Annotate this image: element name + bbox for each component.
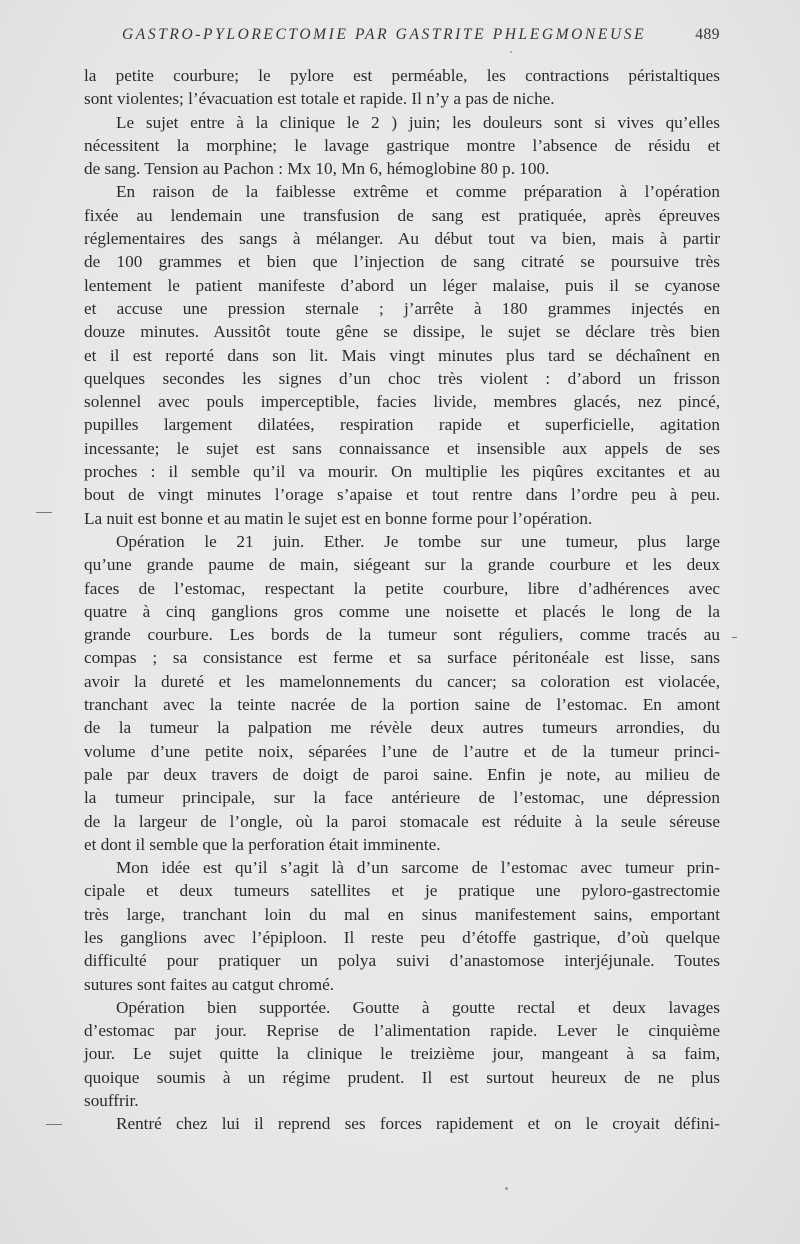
text-line: de 100 grammes et bien que l’injection de sang citraté se poursuive très xyxy=(84,252,720,272)
margin-mark xyxy=(732,637,737,638)
text-line: quatre à cinq ganglions gros comme une noisette et placés le long de la xyxy=(84,601,720,621)
text-line: souffrir. xyxy=(84,1091,139,1111)
text-line: de sang. Tension au Pachon : Mx 10, Mn 6, hémoglobine 80 p. 100. xyxy=(84,159,550,179)
text-line: et dont il semble que la perforation était imminente. xyxy=(84,834,441,854)
text-line: fixée au lendemain une transfusion de sang est pratiquée, après épreuves xyxy=(84,205,720,225)
text-line: grande courbure. Les bords de la tumeur sont réguliers, comme tracés au xyxy=(84,625,720,645)
text-line: réglementaires des sangs à mélanger. Au début tout va bien, mais à partir xyxy=(84,229,720,249)
text-line: bout de vingt minutes l’orage s’apaise et tout rentre dans l’ordre peu à peu. xyxy=(84,485,720,505)
text-line: quoique soumis à un régime prudent. Il est surtout heureux de ne plus xyxy=(84,1067,720,1087)
text-line: lentement le patient manifeste d’abord un léger malaise, puis il se cyanose xyxy=(84,275,720,295)
text-line: tranchant avec la teinte nacrée de la portion saine de l’estomac. En amont xyxy=(84,695,720,715)
text-line: Mon idée est qu’il s’agit là d’un sarcome de l’estomac avec tumeur prin- xyxy=(116,858,720,878)
margin-mark xyxy=(36,512,52,513)
text-line: et il est reporté dans son lit. Mais vingt minutes plus tard se déchaînent en xyxy=(84,345,720,365)
text-line: La nuit est bonne et au matin le sujet est en bonne forme pour l’opération. xyxy=(84,508,593,528)
text-line: Rentré chez lui il reprend ses forces rapidement et on le croyait défini- xyxy=(116,1114,720,1134)
text-line: difficulté pour pratiquer un polya suivi d’anastomose interjéjunale. Toutes xyxy=(84,951,720,971)
text-line: Opération bien supportée. Goutte à goutte rectal et deux lavages xyxy=(116,997,720,1017)
text-line: très large, tranchant loin du mal en sinus manifestement sains, emportant xyxy=(84,904,720,924)
text-line: cipale et deux tumeurs satellites et je pratique une pyloro-gastrectomie xyxy=(84,881,720,901)
running-head xyxy=(84,26,720,48)
text-line: pupilles largement dilatées, respiration rapide et superficielle, agitation xyxy=(84,415,720,435)
text-line: proches : il semble qu’il va mourir. On multiplie les piqûres excitantes et au xyxy=(84,462,720,482)
page-number: 489 xyxy=(695,26,720,43)
text-line: d’estomac par jour. Reprise de l’alimentation rapide. Lever le cinquième xyxy=(84,1021,720,1041)
text-line: Le sujet entre à la clinique le 2 ) juin; les douleurs sont si vives qu’elles xyxy=(116,112,720,132)
running-head-title: GASTRO-PYLORECTOMIE PAR GASTRITE PHLEGMONEUSE xyxy=(122,26,647,43)
text-line: sutures sont faites au catgut chromé. xyxy=(84,974,335,994)
text-line: faces de l’estomac, respectant la petite courbure, libre d’adhérences avec xyxy=(84,578,720,598)
text-line: compas ; sa consistance est ferme et sa surface péritonéale est lisse, sans xyxy=(84,648,720,668)
text-line: incessante; le sujet est sans connaissance et insensible aux appels de ses xyxy=(84,438,720,458)
text-line: les ganglions avec l’épiploon. Il reste peu d’étoffe gastrique, d’où quelque xyxy=(84,927,720,947)
text-line: avoir la dureté et les mamelonnements du cancer; sa coloration est violacée, xyxy=(84,671,720,691)
text-line: qu’une grande paume de main, siégeant sur la grande courbure et les deux xyxy=(84,555,720,575)
text-line: pale par deux travers de doigt de paroi saine. Enfin je note, au milieu de xyxy=(84,764,720,784)
text-line: sont violentes; l’évacuation est totale et rapide. Il n’y a pas de niche. xyxy=(84,89,555,109)
body-text xyxy=(84,64,720,1136)
paper-speck xyxy=(510,51,512,53)
margin-mark xyxy=(46,1124,62,1125)
text-line: nécessitent la morphine; le lavage gastrique montre l’absence de résidu et xyxy=(84,135,720,155)
text-line: de la tumeur la palpation me révèle deux autres tumeurs arrondies, du xyxy=(84,718,720,738)
text-line: et accuse une pression sternale ; j’arrête à 180 grammes injectés en xyxy=(84,298,720,318)
text-line: volume d’une petite noix, séparées l’une de l’autre et de la tumeur princi- xyxy=(84,741,720,761)
text-line: En raison de la faiblesse extrême et comme préparation à l’opération xyxy=(116,182,720,202)
text-line: quelques secondes les signes d’un choc très violent : d’abord un frisson xyxy=(84,368,720,388)
text-line: Opération le 21 juin. Ether. Je tombe sur une tumeur, plus large xyxy=(116,531,720,551)
text-line: jour. Le sujet quitte la clinique le treizième jour, mangeant à sa faim, xyxy=(84,1044,720,1064)
text-line: la tumeur principale, sur la face antérieure de l’estomac, une dépression xyxy=(84,788,720,808)
text-line: douze minutes. Aussitôt toute gêne se dissipe, le sujet se déclare très bien xyxy=(84,322,720,342)
text-line: de la largeur de l’ongle, où la paroi stomacale est réduite à la seule séreuse xyxy=(84,811,720,831)
paper-speck xyxy=(505,1187,508,1190)
text-line: la petite courbure; le pylore est perméable, les contractions péristaltiques xyxy=(84,66,720,85)
text-line: solennel avec pouls imperceptible, facies livide, membres glacés, nez pincé, xyxy=(84,392,720,412)
